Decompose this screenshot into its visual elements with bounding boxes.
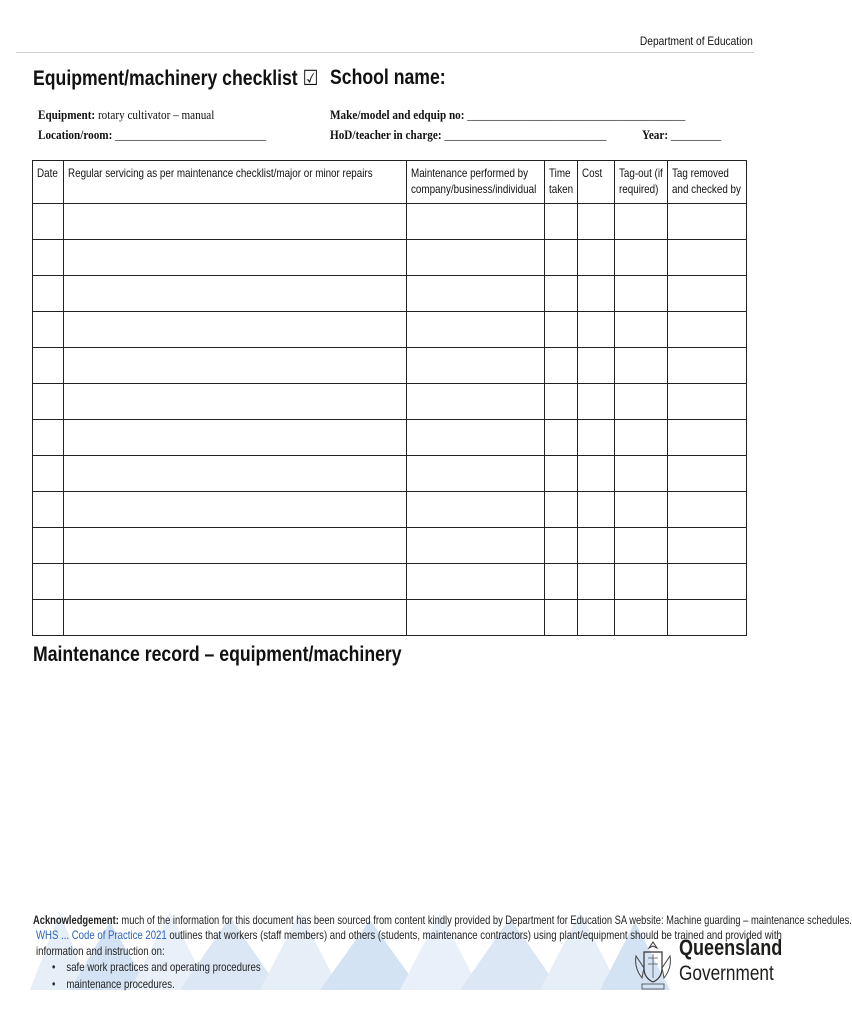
table-cell[interactable] (615, 456, 668, 492)
table-row (33, 240, 747, 276)
table-cell[interactable] (578, 600, 615, 636)
table-cell[interactable] (64, 384, 407, 420)
table-cell[interactable] (33, 528, 64, 564)
acknowledgement-body: much of the information for this document has been sourced from content kindly provided by Department for Education SA website: Machine guarding – maintenance schedules. (121, 913, 852, 927)
table-row (33, 564, 747, 600)
table-cell[interactable] (578, 240, 615, 276)
table-cell[interactable] (545, 492, 578, 528)
table-cell[interactable] (615, 492, 668, 528)
page-title-text: Equipment/machinery checklist (33, 67, 298, 90)
column-header-cost: Cost (578, 161, 615, 204)
table-cell[interactable] (578, 492, 615, 528)
hod-label: HoD/teacher in charge: (330, 127, 442, 142)
table-cell[interactable] (33, 600, 64, 636)
table-cell[interactable] (33, 204, 64, 240)
table-body (33, 204, 747, 636)
maintenance-table (32, 160, 747, 636)
table-cell[interactable] (64, 276, 407, 312)
column-header-servicing: Regular servicing as per maintenance checklist/major or minor repairs (64, 161, 407, 204)
acknowledgement-label: Acknowledgement: (33, 913, 119, 927)
table-cell[interactable] (407, 492, 545, 528)
table-cell[interactable] (33, 384, 64, 420)
table-cell[interactable] (578, 348, 615, 384)
table-cell[interactable] (578, 528, 615, 564)
school-name-label: School name: (330, 66, 446, 89)
table-cell[interactable] (615, 348, 668, 384)
table-cell[interactable] (407, 456, 545, 492)
table-cell[interactable] (407, 204, 545, 240)
table-cell[interactable] (33, 240, 64, 276)
table-cell[interactable] (615, 384, 668, 420)
table-cell[interactable] (545, 348, 578, 384)
table-cell[interactable] (668, 420, 747, 456)
hod-blank[interactable]: _____________________________ (444, 127, 607, 142)
table-row (33, 600, 747, 636)
make-model-label: Make/model and edquip no: (330, 107, 465, 122)
table-cell[interactable] (64, 312, 407, 348)
table-row (33, 204, 747, 240)
location-field (38, 127, 266, 143)
table-row (33, 312, 747, 348)
bullet-item: • safe work practices and operating procedures (52, 960, 261, 974)
table-row (33, 348, 747, 384)
table-cell[interactable] (545, 276, 578, 312)
table-cell[interactable] (407, 312, 545, 348)
table-row (33, 420, 747, 456)
code-of-practice-link[interactable]: WHS ... Code of Practice 2021 (36, 928, 167, 942)
hod-field (330, 127, 606, 143)
table-cell[interactable] (407, 600, 545, 636)
table-cell[interactable] (668, 312, 747, 348)
table-cell[interactable] (33, 276, 64, 312)
queensland-logo-name: Queensland (679, 935, 783, 960)
column-header-performed-by: Maintenance performed by company/business/individual (407, 161, 545, 204)
table-cell[interactable] (578, 312, 615, 348)
table-cell[interactable] (668, 348, 747, 384)
year-blank[interactable]: _________ (670, 127, 722, 142)
table-cell[interactable] (545, 456, 578, 492)
location-label: Location/room: (38, 127, 113, 142)
page-title (33, 66, 318, 91)
make-model-blank[interactable]: _______________________________________ (467, 107, 686, 122)
column-header-date: Date (33, 161, 64, 204)
table-cell[interactable] (407, 240, 545, 276)
table-cell[interactable] (578, 456, 615, 492)
table-cell[interactable] (407, 528, 545, 564)
table-cell[interactable] (64, 456, 407, 492)
table-cell[interactable] (578, 204, 615, 240)
equipment-field (38, 107, 214, 123)
bullet-item: • maintenance procedures. (52, 977, 175, 991)
table-cell[interactable] (545, 204, 578, 240)
information-text: information and instruction on: (36, 944, 165, 958)
table-header-row (33, 161, 747, 204)
table-row (33, 384, 747, 420)
table-cell[interactable] (615, 276, 668, 312)
table-cell[interactable] (64, 564, 407, 600)
table-cell[interactable] (668, 492, 747, 528)
table-cell[interactable] (615, 204, 668, 240)
table-cell[interactable] (64, 528, 407, 564)
table-cell[interactable] (578, 564, 615, 600)
table-cell[interactable] (578, 420, 615, 456)
maintenance-record-title: Maintenance record – equipment/machinery (33, 643, 402, 666)
year-label: Year: (642, 127, 669, 142)
table-cell[interactable] (64, 348, 407, 384)
year-field (642, 127, 721, 143)
table-cell[interactable] (578, 384, 615, 420)
header-divider (16, 52, 754, 53)
acknowledgement-text (33, 913, 852, 927)
table-cell[interactable] (33, 456, 64, 492)
table-cell[interactable] (33, 492, 64, 528)
table-cell[interactable] (668, 276, 747, 312)
equipment-value: rotary cultivator – manual (97, 107, 215, 122)
table-cell[interactable] (615, 600, 668, 636)
table-cell[interactable] (615, 420, 668, 456)
table-cell[interactable] (407, 384, 545, 420)
department-name: Department of Education (640, 34, 753, 48)
column-header-tag-out: Tag-out (if required) (615, 161, 668, 204)
table-cell[interactable] (615, 564, 668, 600)
table-cell[interactable] (615, 240, 668, 276)
table-cell[interactable] (668, 528, 747, 564)
table-cell[interactable] (33, 348, 64, 384)
table-cell[interactable] (64, 240, 407, 276)
table-cell[interactable] (545, 420, 578, 456)
table-cell[interactable] (578, 276, 615, 312)
table-cell[interactable] (407, 276, 545, 312)
table-cell[interactable] (668, 600, 747, 636)
table-cell[interactable] (545, 240, 578, 276)
table-cell[interactable] (615, 312, 668, 348)
table-cell[interactable] (64, 492, 407, 528)
table-cell[interactable] (64, 600, 407, 636)
table-cell[interactable] (668, 240, 747, 276)
table-cell[interactable] (668, 564, 747, 600)
table-row (33, 276, 747, 312)
table-cell[interactable] (33, 564, 64, 600)
table-cell[interactable] (615, 528, 668, 564)
table-cell[interactable] (407, 348, 545, 384)
table-row (33, 528, 747, 564)
table-cell[interactable] (33, 420, 64, 456)
table-cell[interactable] (64, 420, 407, 456)
equipment-label: Equipment: (38, 107, 96, 122)
table-cell[interactable] (64, 204, 407, 240)
table-row (33, 492, 747, 528)
table-cell[interactable] (668, 384, 747, 420)
table-row (33, 456, 747, 492)
table-cell[interactable] (407, 420, 545, 456)
table-cell[interactable] (668, 204, 747, 240)
column-header-time: Time taken (545, 161, 578, 204)
table-cell[interactable] (545, 600, 578, 636)
table-cell[interactable] (668, 456, 747, 492)
code-of-practice-body: outlines that workers (staff members) and others (students, maintenance contractors) using plant/equipment should be trained and provided with (169, 928, 782, 942)
column-header-tag-removed: Tag removed and checked by (668, 161, 747, 204)
table-cell[interactable] (33, 312, 64, 348)
table-cell[interactable] (545, 384, 578, 420)
make-model-field (330, 107, 685, 123)
table-cell[interactable] (545, 564, 578, 600)
table-cell[interactable] (545, 312, 578, 348)
location-blank[interactable]: ___________________________ (115, 127, 267, 142)
table-cell[interactable] (407, 564, 545, 600)
table-cell[interactable] (545, 528, 578, 564)
checkbox-icon: ☑ (302, 67, 319, 90)
queensland-crest-icon (632, 938, 674, 994)
queensland-logo-government: Government (679, 962, 774, 985)
